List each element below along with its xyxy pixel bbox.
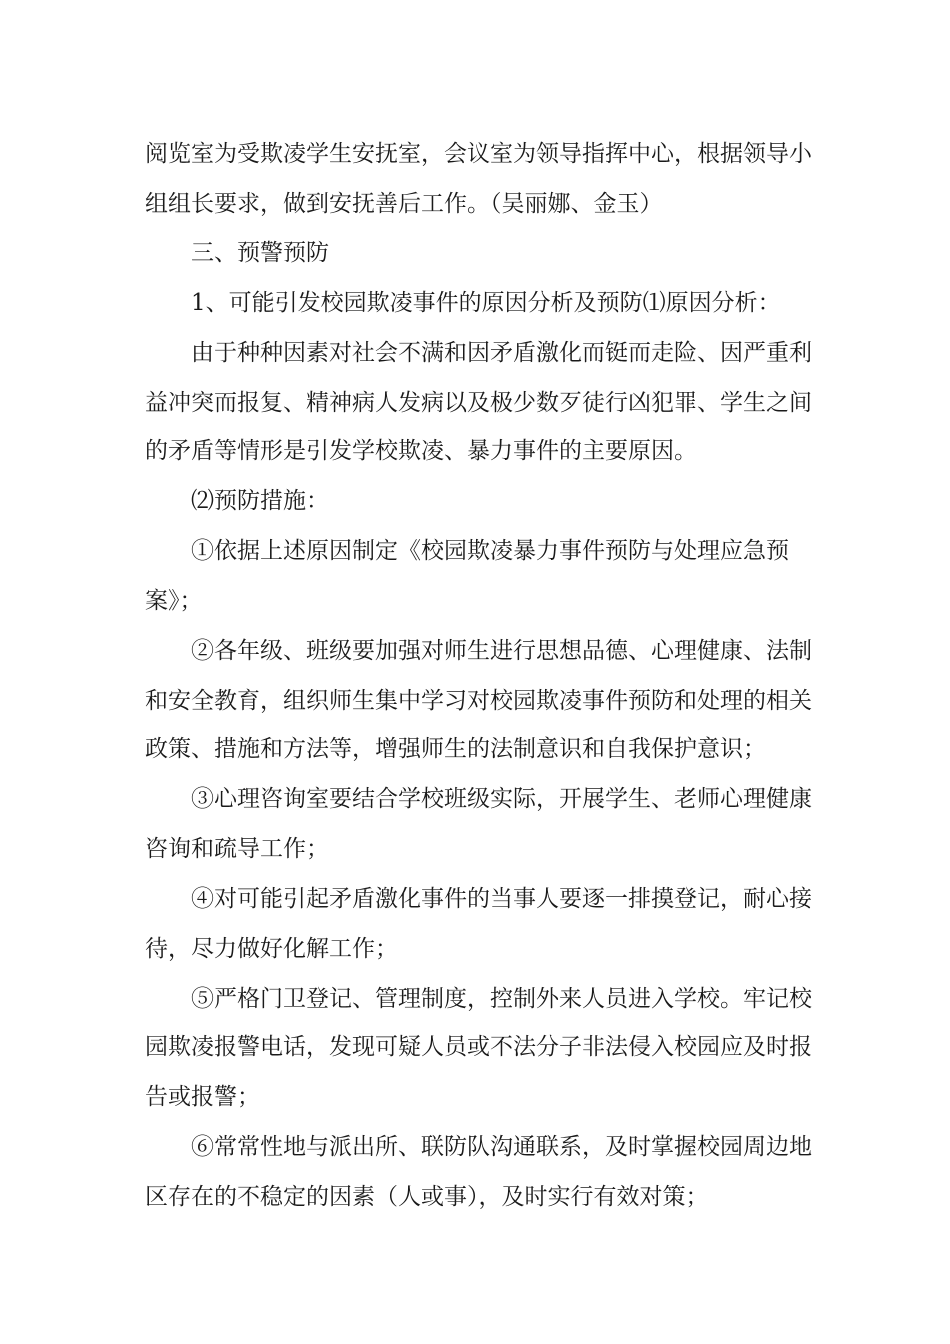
- text-line: 案》；: [145, 588, 203, 614]
- list-item: ③心理咨询室要结合学校班级实际，开展学生、老师心理健康: [191, 786, 812, 812]
- list-item: ①依据上述原因制定《校园欺凌暴力事件预防与处理应急预: [191, 538, 789, 564]
- text-line: 待，尽力做好化解工作；: [145, 936, 398, 962]
- text-line: 咨询和疏导工作；: [145, 836, 329, 862]
- section-heading: 三、预警预防: [191, 240, 329, 266]
- text-line: 的矛盾等情形是引发学校欺凌、暴力事件的主要原因。: [145, 438, 697, 464]
- text-line: 政策、措施和方法等，增强师生的法制意识和自我保护意识；: [145, 736, 766, 762]
- text-line: 园欺凌报警电话，发现可疑人员或不法分子非法侵入校园应及时报: [145, 1034, 812, 1060]
- text-line: 和安全教育，组织师生集中学习对校园欺凌事件预防和处理的相关: [145, 688, 812, 714]
- subsection-heading: ⑵预防措施：: [191, 488, 329, 514]
- list-item: ⑥常常性地与派出所、联防队沟通联系，及时掌握校园周边地: [191, 1134, 812, 1160]
- text-line: 益冲突而报复、精神病人发病以及极少数歹徒行凶犯罪、学生之间: [145, 390, 812, 416]
- subsection-heading: 1、可能引发校园欺凌事件的原因分析及预防⑴原因分析：: [191, 290, 781, 316]
- text-line: 区存在的不稳定的因素（人或事），及时实行有效对策；: [145, 1184, 709, 1210]
- list-item: ⑤严格门卫登记、管理制度，控制外来人员进入学校。牢记校: [191, 986, 812, 1012]
- text-line: 由于种种因素对社会不满和因矛盾激化而铤而走险、因严重利: [191, 340, 812, 366]
- text-line: 告或报警；: [145, 1084, 260, 1110]
- list-item: ④对可能引起矛盾激化事件的当事人要逐一排摸登记，耐心接: [191, 886, 812, 912]
- text-line: 阅览室为受欺凌学生安抚室，会议室为领导指挥中心，根据领导小: [145, 141, 812, 167]
- list-item: ②各年级、班级要加强对师生进行思想品德、心理健康、法制: [191, 638, 812, 664]
- text-line: 组组长要求，做到安抚善后工作。（吴丽娜、金玉）: [145, 191, 663, 217]
